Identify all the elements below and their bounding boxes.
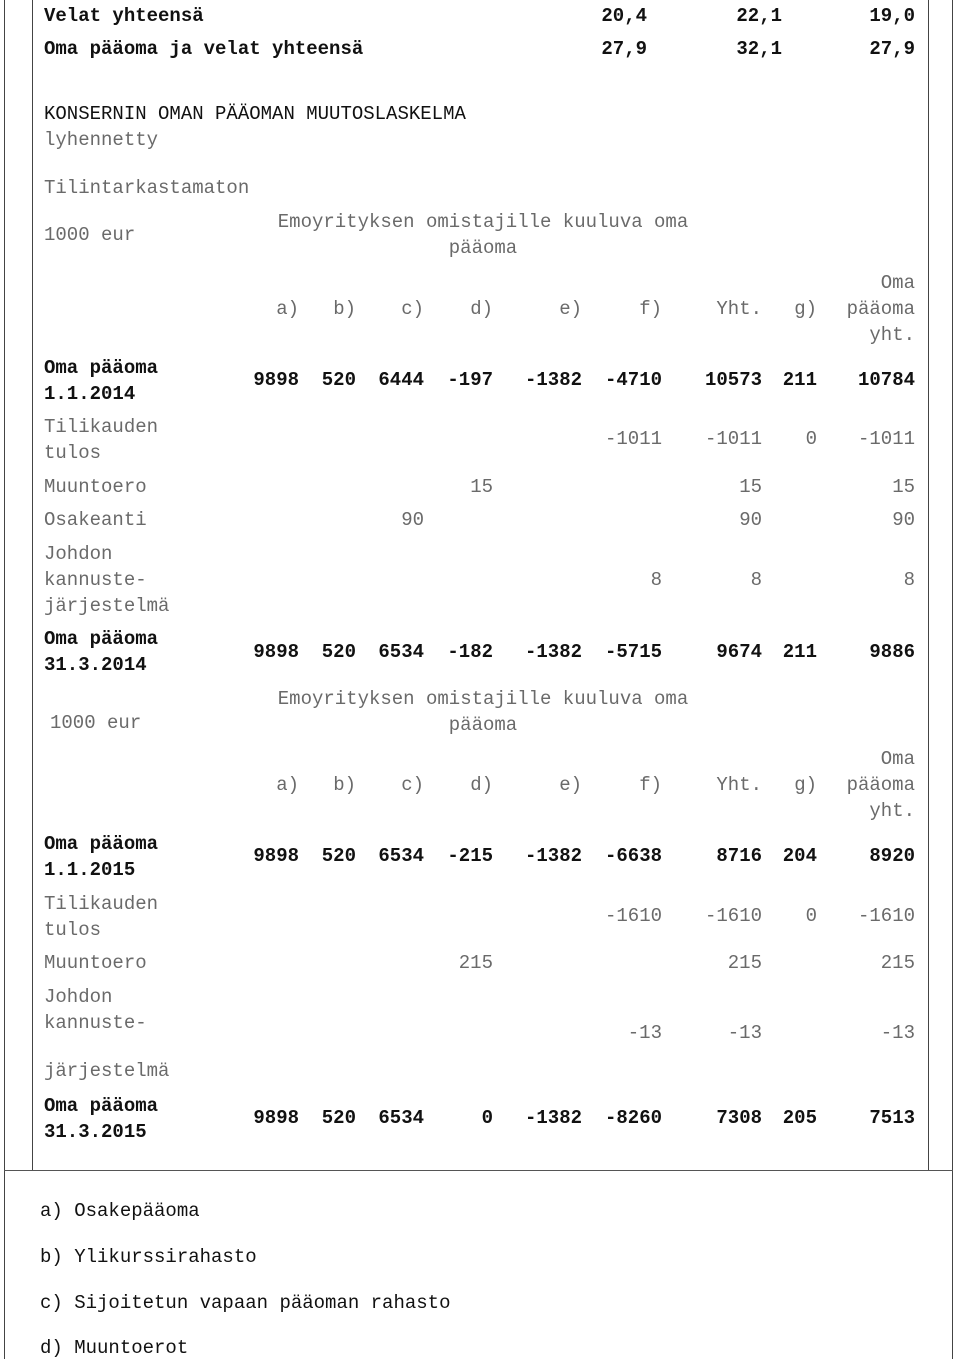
table2-col-d: d) bbox=[470, 774, 493, 796]
oma-paaoma-velat-label: Oma pääoma ja velat yhteensä bbox=[44, 38, 364, 60]
table2-row3-total: 215 bbox=[880, 952, 915, 974]
table2-row5-yht: 7308 bbox=[716, 1107, 762, 1129]
table2-col-c: c) bbox=[401, 774, 424, 796]
table1-row6-c: 6534 bbox=[378, 641, 424, 663]
table2-row1-a: 9898 bbox=[253, 845, 299, 867]
table1-row5-total: 8 bbox=[903, 569, 915, 591]
table1-row1-total: 10784 bbox=[857, 369, 915, 391]
table1-row1-g: 211 bbox=[782, 369, 817, 391]
table1-col-total-3: yht. bbox=[869, 324, 915, 346]
table2-col-e: e) bbox=[559, 774, 582, 796]
table1-unit: 1000 eur bbox=[44, 224, 136, 246]
table1-row6-f: -5715 bbox=[604, 641, 662, 663]
audit-status: Tilintarkastamaton bbox=[44, 177, 250, 199]
table2-col-b: b) bbox=[333, 774, 356, 796]
table2-row5-f: -8260 bbox=[604, 1107, 662, 1129]
note-b: b) Ylikurssirahasto bbox=[40, 1246, 257, 1268]
table1-row4-total: 90 bbox=[892, 509, 915, 531]
table1-row3-total: 15 bbox=[892, 476, 915, 498]
table1-col-g: g) bbox=[794, 298, 817, 320]
note-d: d) Muuntoerot bbox=[40, 1337, 189, 1359]
table2-unit: 1000 eur bbox=[50, 712, 142, 734]
table1-row6-a: 9898 bbox=[253, 641, 299, 663]
table2-col-total-3: yht. bbox=[869, 800, 915, 822]
table1-col-yht: Yht. bbox=[716, 298, 762, 320]
velat-value-3: 19,0 bbox=[869, 5, 915, 27]
table1-row4-label: Osakeanti bbox=[44, 509, 147, 531]
table2-row1-label-1: Oma pääoma bbox=[44, 833, 159, 855]
table1-row2-g: 0 bbox=[805, 428, 817, 450]
table1-row3-d: 15 bbox=[470, 476, 493, 498]
table1-row5-label-3: järjestelmä bbox=[44, 595, 170, 617]
table2-row1-e: -1382 bbox=[524, 845, 582, 867]
table1-row2-total: -1011 bbox=[857, 428, 915, 450]
table1-row5-label-1: Johdon bbox=[44, 543, 113, 565]
notes-separator bbox=[4, 1170, 953, 1171]
table2-row1-d: -215 bbox=[447, 845, 493, 867]
table2-col-f: f) bbox=[639, 774, 662, 796]
table2-row4-total: -13 bbox=[880, 1022, 915, 1044]
table1-row1-label-1: Oma pääoma bbox=[44, 357, 159, 379]
table2-row1-g: 204 bbox=[782, 845, 817, 867]
table1-row6-label-2: 31.3.2014 bbox=[44, 654, 147, 676]
table2-row4-yht: -13 bbox=[727, 1022, 762, 1044]
table1-col-f: f) bbox=[639, 298, 662, 320]
table2-row1-total: 8920 bbox=[869, 845, 915, 867]
table2-row3-label: Muuntoero bbox=[44, 952, 147, 974]
table2-row1-f: -6638 bbox=[604, 845, 662, 867]
table2-group-header-line1: Emoyrityksen omistajille kuuluva oma bbox=[277, 688, 689, 710]
velat-label: Velat yhteensä bbox=[44, 5, 204, 27]
table1-row5-label-2: kannuste- bbox=[44, 569, 147, 591]
table1-row4-c: 90 bbox=[401, 509, 424, 531]
table1-row6-total: 9886 bbox=[869, 641, 915, 663]
table2-row3-d: 215 bbox=[458, 952, 493, 974]
table1-row1-c: 6444 bbox=[378, 369, 424, 391]
right-inner-border bbox=[928, 0, 929, 1170]
table1-row1-d: -197 bbox=[447, 369, 493, 391]
table1-col-b: b) bbox=[333, 298, 356, 320]
table2-row1-yht: 8716 bbox=[716, 845, 762, 867]
table2-row5-c: 6534 bbox=[378, 1107, 424, 1129]
table1-col-e: e) bbox=[559, 298, 582, 320]
table2-row5-d: 0 bbox=[481, 1107, 493, 1129]
table1-row1-label-2: 1.1.2014 bbox=[44, 383, 136, 405]
table1-row2-f: -1011 bbox=[604, 428, 662, 450]
table2-row1-b: 520 bbox=[321, 845, 356, 867]
table2-row5-e: -1382 bbox=[524, 1107, 582, 1129]
table1-row5-f: 8 bbox=[650, 569, 662, 591]
velat-value-1: 20,4 bbox=[601, 5, 647, 27]
table1-col-total-2: pääoma bbox=[846, 298, 915, 320]
table2-row5-label-1: Oma pääoma bbox=[44, 1095, 159, 1117]
oma-velat-value-3: 27,9 bbox=[869, 38, 915, 60]
table2-row5-g: 205 bbox=[782, 1107, 817, 1129]
table1-row1-b: 520 bbox=[321, 369, 356, 391]
note-a: a) Osakepääoma bbox=[40, 1200, 200, 1222]
table1-group-header-line2: pääoma bbox=[448, 237, 518, 259]
velat-value-2: 22,1 bbox=[736, 5, 782, 27]
table1-row4-yht: 90 bbox=[739, 509, 762, 531]
table2-row5-b: 520 bbox=[321, 1107, 356, 1129]
left-inner-border bbox=[32, 0, 33, 1170]
table2-row2-g: 0 bbox=[805, 905, 817, 927]
table1-row3-label: Muuntoero bbox=[44, 476, 147, 498]
table2-row5-total: 7513 bbox=[869, 1107, 915, 1129]
table2-col-g: g) bbox=[794, 774, 817, 796]
table2-row2-total: -1610 bbox=[857, 905, 915, 927]
table2-col-yht: Yht. bbox=[716, 774, 762, 796]
table1-row6-e: -1382 bbox=[524, 641, 582, 663]
table2-col-a: a) bbox=[276, 774, 299, 796]
table1-col-c: c) bbox=[401, 298, 424, 320]
table1-row1-a: 9898 bbox=[253, 369, 299, 391]
table2-group-header-line2: pääoma bbox=[448, 714, 518, 736]
table1-row6-g: 211 bbox=[782, 641, 817, 663]
table2-row2-label-2: tulos bbox=[44, 919, 102, 941]
table1-row6-d: -182 bbox=[447, 641, 493, 663]
section-title: KONSERNIN OMAN PÄÄOMAN MUUTOSLASKELMA bbox=[44, 103, 466, 125]
table1-row6-label-1: Oma pääoma bbox=[44, 628, 159, 650]
table1-row5-yht: 8 bbox=[750, 569, 762, 591]
table1-row1-yht: 10573 bbox=[704, 369, 762, 391]
table2-row3-yht: 215 bbox=[727, 952, 762, 974]
table2-col-total-2: pääoma bbox=[846, 774, 915, 796]
table1-row2-yht: -1011 bbox=[704, 428, 762, 450]
table1-row6-b: 520 bbox=[321, 641, 356, 663]
table2-row2-f: -1610 bbox=[604, 905, 662, 927]
table1-row6-yht: 9674 bbox=[716, 641, 762, 663]
table1-row1-f: -4710 bbox=[604, 369, 662, 391]
oma-velat-value-2: 32,1 bbox=[736, 38, 782, 60]
section-subtitle: lyhennetty bbox=[44, 129, 159, 151]
oma-velat-value-1: 27,9 bbox=[601, 38, 647, 60]
table1-row3-yht: 15 bbox=[739, 476, 762, 498]
table2-row4-f: -13 bbox=[627, 1022, 662, 1044]
table1-col-d: d) bbox=[470, 298, 493, 320]
right-border bbox=[952, 0, 953, 1359]
table1-row2-label-1: Tilikauden bbox=[44, 416, 159, 438]
table2-row4-label-2: kannuste- bbox=[44, 1012, 147, 1034]
table1-col-a: a) bbox=[276, 298, 299, 320]
table2-row5-label-2: 31.3.2015 bbox=[44, 1121, 147, 1143]
table2-row2-label-1: Tilikauden bbox=[44, 893, 159, 915]
table2-row1-c: 6534 bbox=[378, 845, 424, 867]
left-border bbox=[4, 0, 5, 1359]
table2-col-total-1: Oma bbox=[880, 748, 915, 770]
table1-group-header-line1: Emoyrityksen omistajille kuuluva oma bbox=[277, 211, 689, 233]
table2-row1-label-2: 1.1.2015 bbox=[44, 859, 136, 881]
note-c: c) Sijoitetun vapaan pääoman rahasto bbox=[40, 1292, 451, 1314]
table2-row4-label-1: Johdon bbox=[44, 986, 113, 1008]
table2-row5-a: 9898 bbox=[253, 1107, 299, 1129]
table2-row2-yht: -1610 bbox=[704, 905, 762, 927]
table1-row1-e: -1382 bbox=[524, 369, 582, 391]
table1-row2-label-2: tulos bbox=[44, 442, 102, 464]
table2-row4-label-3: järjestelmä bbox=[44, 1060, 170, 1082]
table1-col-total-1: Oma bbox=[880, 272, 915, 294]
